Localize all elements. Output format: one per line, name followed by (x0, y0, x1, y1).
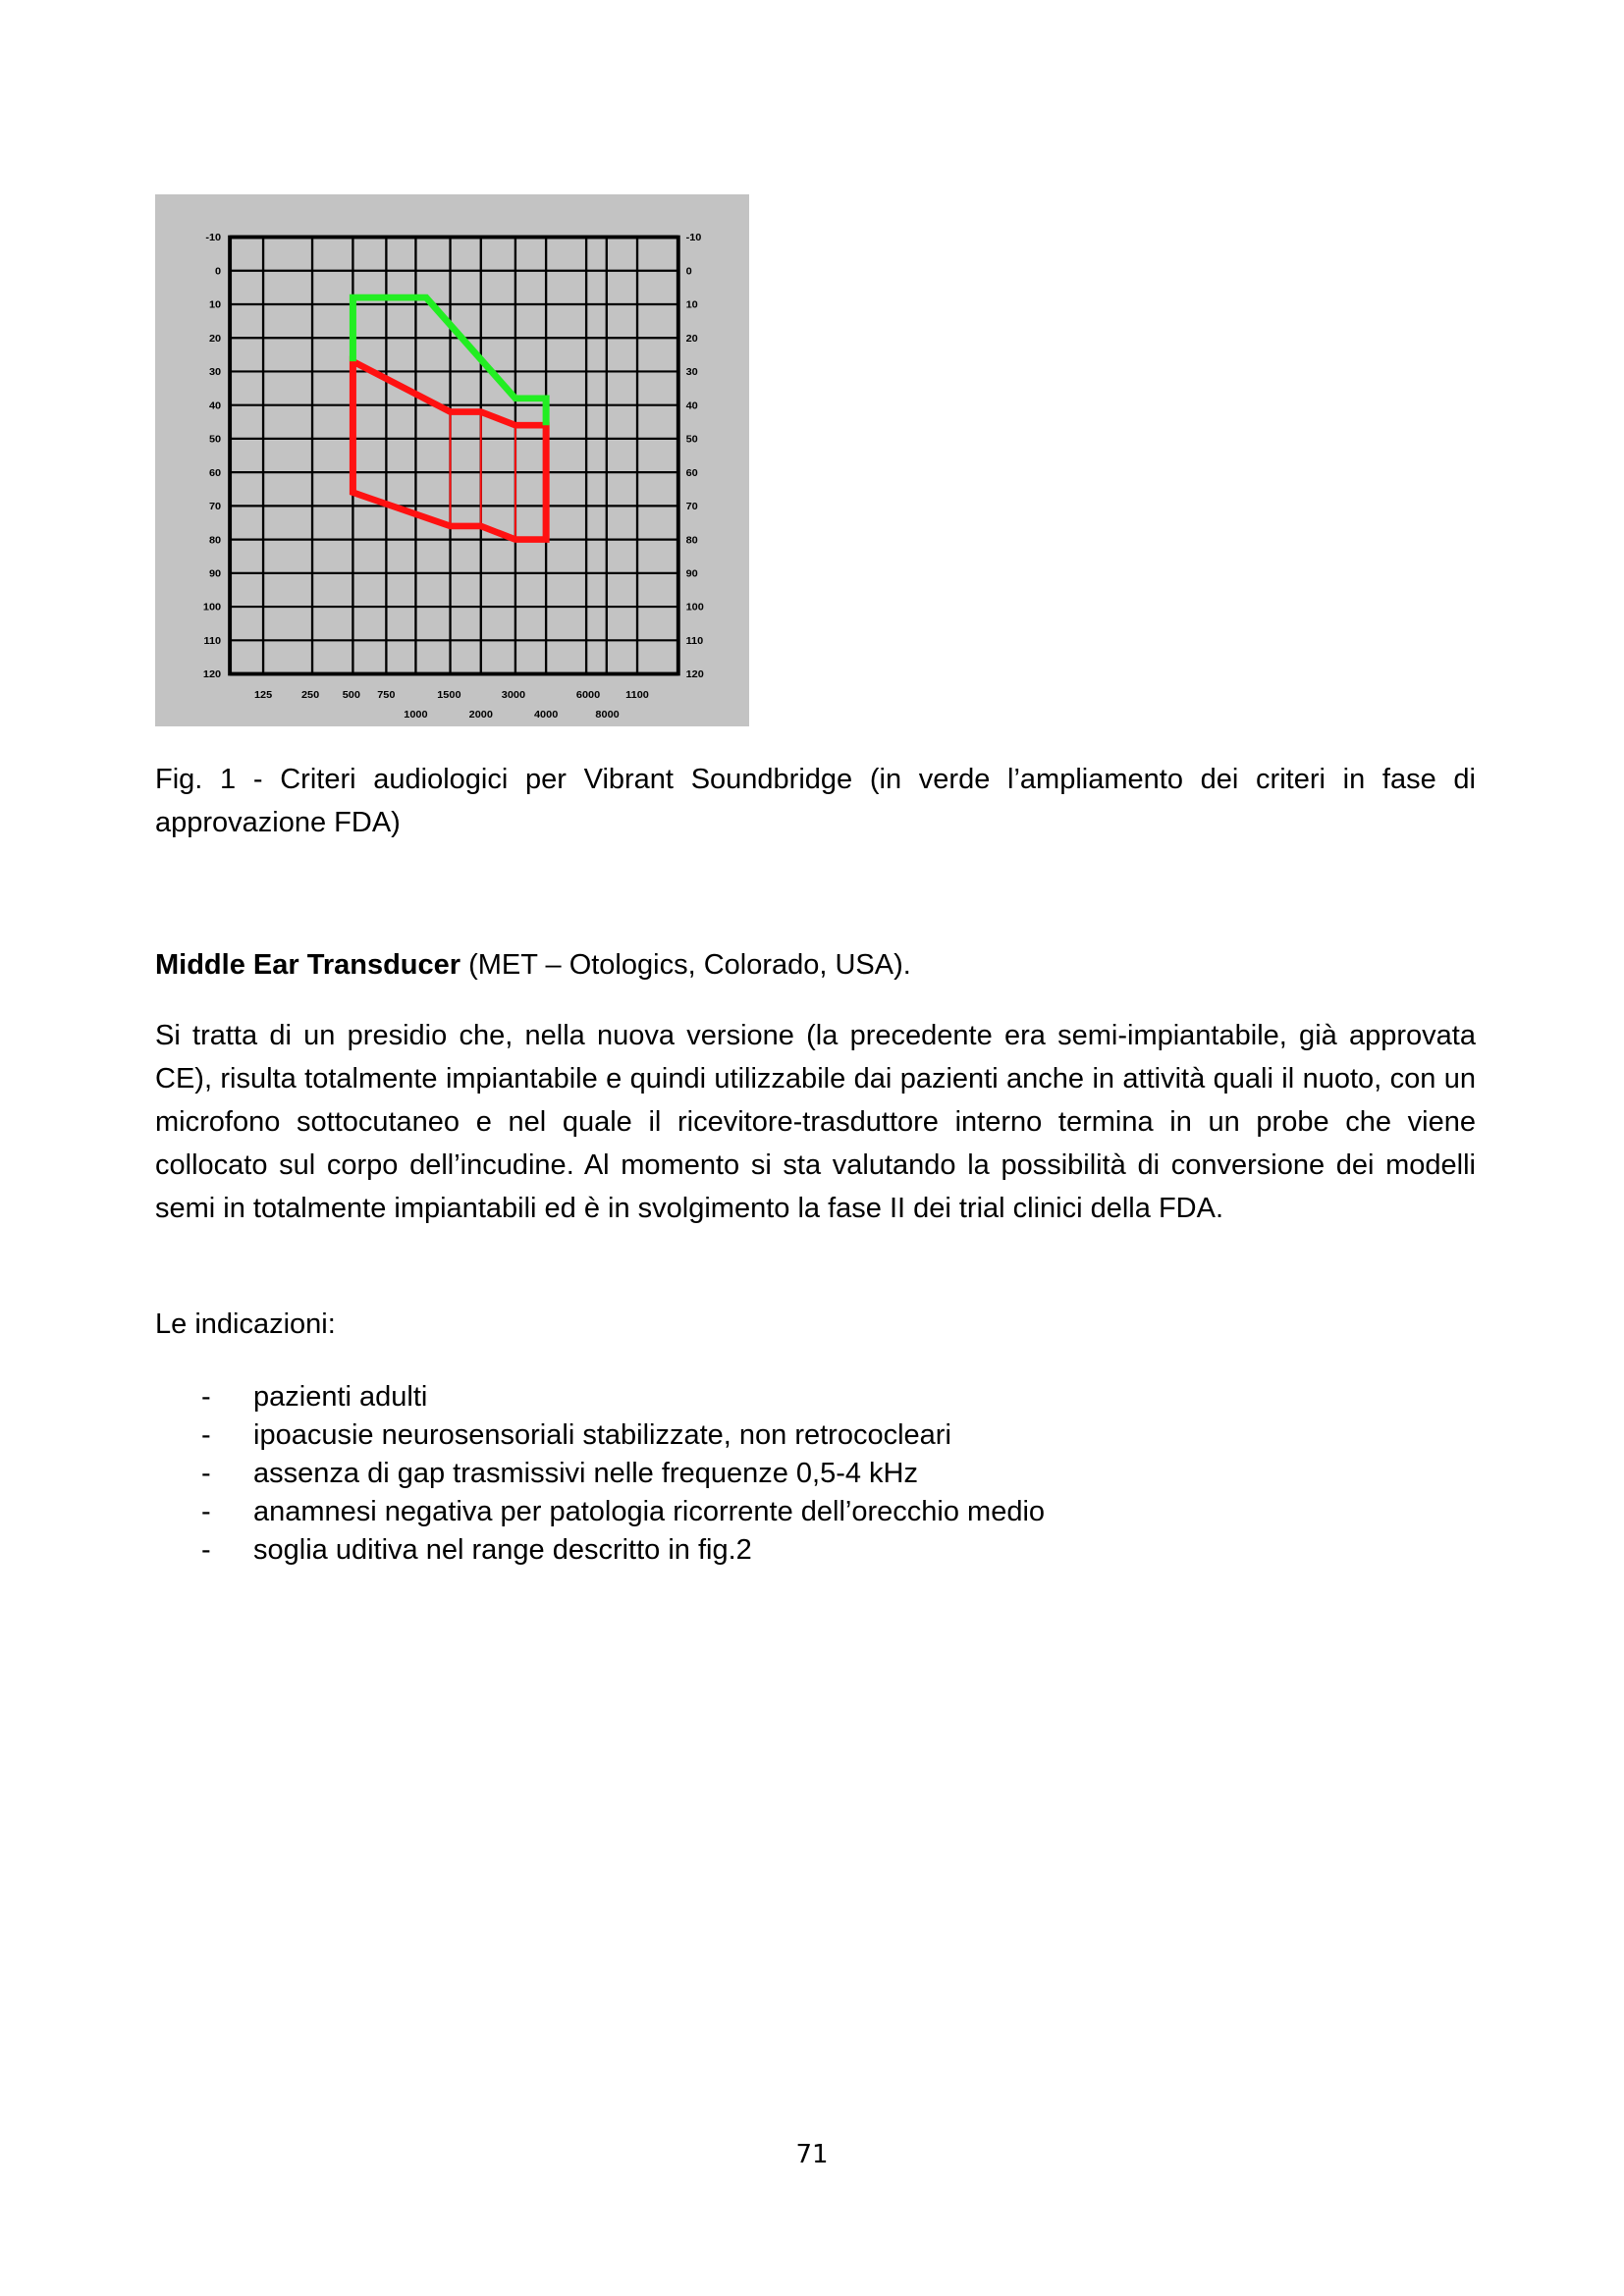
indications-list (201, 1378, 1045, 1570)
list-item (201, 1455, 1045, 1493)
x-tick-label: 1000 (404, 709, 428, 721)
list-dash: - (201, 1496, 211, 1527)
y-tick-label-left: 100 (202, 602, 222, 614)
heading-rest: (MET – Otologics, Colorado, USA). (460, 949, 911, 981)
x-tick-label: 500 (342, 689, 360, 702)
x-tick-label: 4000 (533, 709, 559, 721)
list-dash: - (201, 1534, 211, 1566)
audiogram-chart (155, 194, 749, 726)
y-tick-label-right: 10 (685, 298, 698, 311)
y-tick-label-left: 110 (203, 635, 222, 647)
y-tick-label-right: 40 (685, 400, 698, 412)
y-tick-label-left: -10 (205, 232, 222, 244)
y-tick-label-right: 80 (685, 534, 698, 547)
list-item (201, 1378, 1045, 1416)
list-item-text: assenza di gap trasmissivi nelle frequenze 0,5-4 kHz (253, 1458, 918, 1489)
page-number: 71 (795, 2140, 829, 2169)
figure-caption: Fig. 1 - Criteri audiologici per Vibrant Soundbridge (in verde l’ampliamento dei criteri in fase di approvazione FDA) (155, 764, 1476, 838)
y-tick-label-left: 30 (208, 366, 222, 379)
y-tick-label-right: 70 (685, 501, 698, 512)
list-item-text: pazienti adulti (253, 1381, 428, 1413)
audiogram-figure (155, 194, 749, 726)
x-tick-label: 125 (253, 689, 273, 702)
section-heading (155, 943, 1476, 987)
y-tick-label-left: 40 (208, 400, 222, 412)
y-tick-label-right: -10 (685, 232, 702, 244)
y-tick-label-right: 20 (685, 333, 698, 345)
y-tick-label-left: 90 (208, 567, 222, 580)
y-tick-label-right: 90 (685, 567, 698, 580)
x-tick-label: 1100 (625, 689, 649, 702)
y-tick-label-right: 120 (685, 668, 704, 681)
x-tick-label: 2000 (468, 709, 493, 721)
y-tick-label-left: 80 (208, 534, 222, 547)
x-tick-label: 250 (300, 689, 320, 702)
plot-border (230, 238, 678, 674)
list-item (201, 1416, 1045, 1455)
x-tick-label: 750 (377, 689, 396, 702)
y-tick-label-right: 110 (685, 635, 704, 647)
list-dash: - (201, 1458, 211, 1489)
x-tick-label: 6000 (575, 689, 601, 702)
list-item-text: anamnesi negativa per patologia ricorrente dell’orecchio medio (253, 1496, 1046, 1527)
x-tick-label: 3000 (501, 689, 526, 702)
y-tick-label-left: 120 (202, 668, 222, 681)
list-dash: - (201, 1419, 211, 1451)
y-tick-label-left: 60 (208, 467, 222, 479)
y-tick-label-left: 70 (208, 501, 222, 512)
y-tick-label-left: 0 (215, 265, 222, 278)
heading-bold: Middle Ear Transducer (155, 949, 461, 981)
list-dash: - (201, 1381, 211, 1413)
y-tick-label-right: 50 (685, 433, 698, 446)
list-item (201, 1531, 1045, 1570)
indications-label: Le indicazioni: (155, 1308, 336, 1340)
y-tick-label-right: 30 (685, 366, 698, 379)
y-tick-label-right: 60 (685, 467, 698, 479)
list-item (201, 1493, 1045, 1531)
list-item-text: soglia uditiva nel range descritto in fig.2 (253, 1534, 752, 1566)
x-tick-label: 1500 (437, 689, 461, 702)
x-tick-label: 8000 (595, 709, 620, 721)
y-tick-label-right: 0 (685, 265, 692, 278)
list-item-text: ipoacusie neurosensoriali stabilizzate, non retrococleari (253, 1419, 951, 1451)
y-tick-label-left: 20 (208, 333, 222, 345)
y-tick-label-right: 100 (685, 602, 704, 614)
y-tick-label-left: 10 (208, 298, 222, 311)
y-tick-label-left: 50 (208, 433, 222, 446)
body-paragraph: Si tratta di un presidio che, nella nuova versione (la precedente era semi-impiantabile, già approvata CE), risulta totalmente impiantabile e quindi utilizzabile dai pazienti anche in attività quali il nuoto, con un microfono sottocutaneo e nel quale il ricevitore-trasduttore interno termina in un probe che viene collocato sul corpo dell’incudine. Al momento si sta valutando la possibilità di conversione dei modelli semi in totalmente impiantabili ed è in svolgimento la fase II dei trial clinici della FDA. (155, 1020, 1476, 1224)
